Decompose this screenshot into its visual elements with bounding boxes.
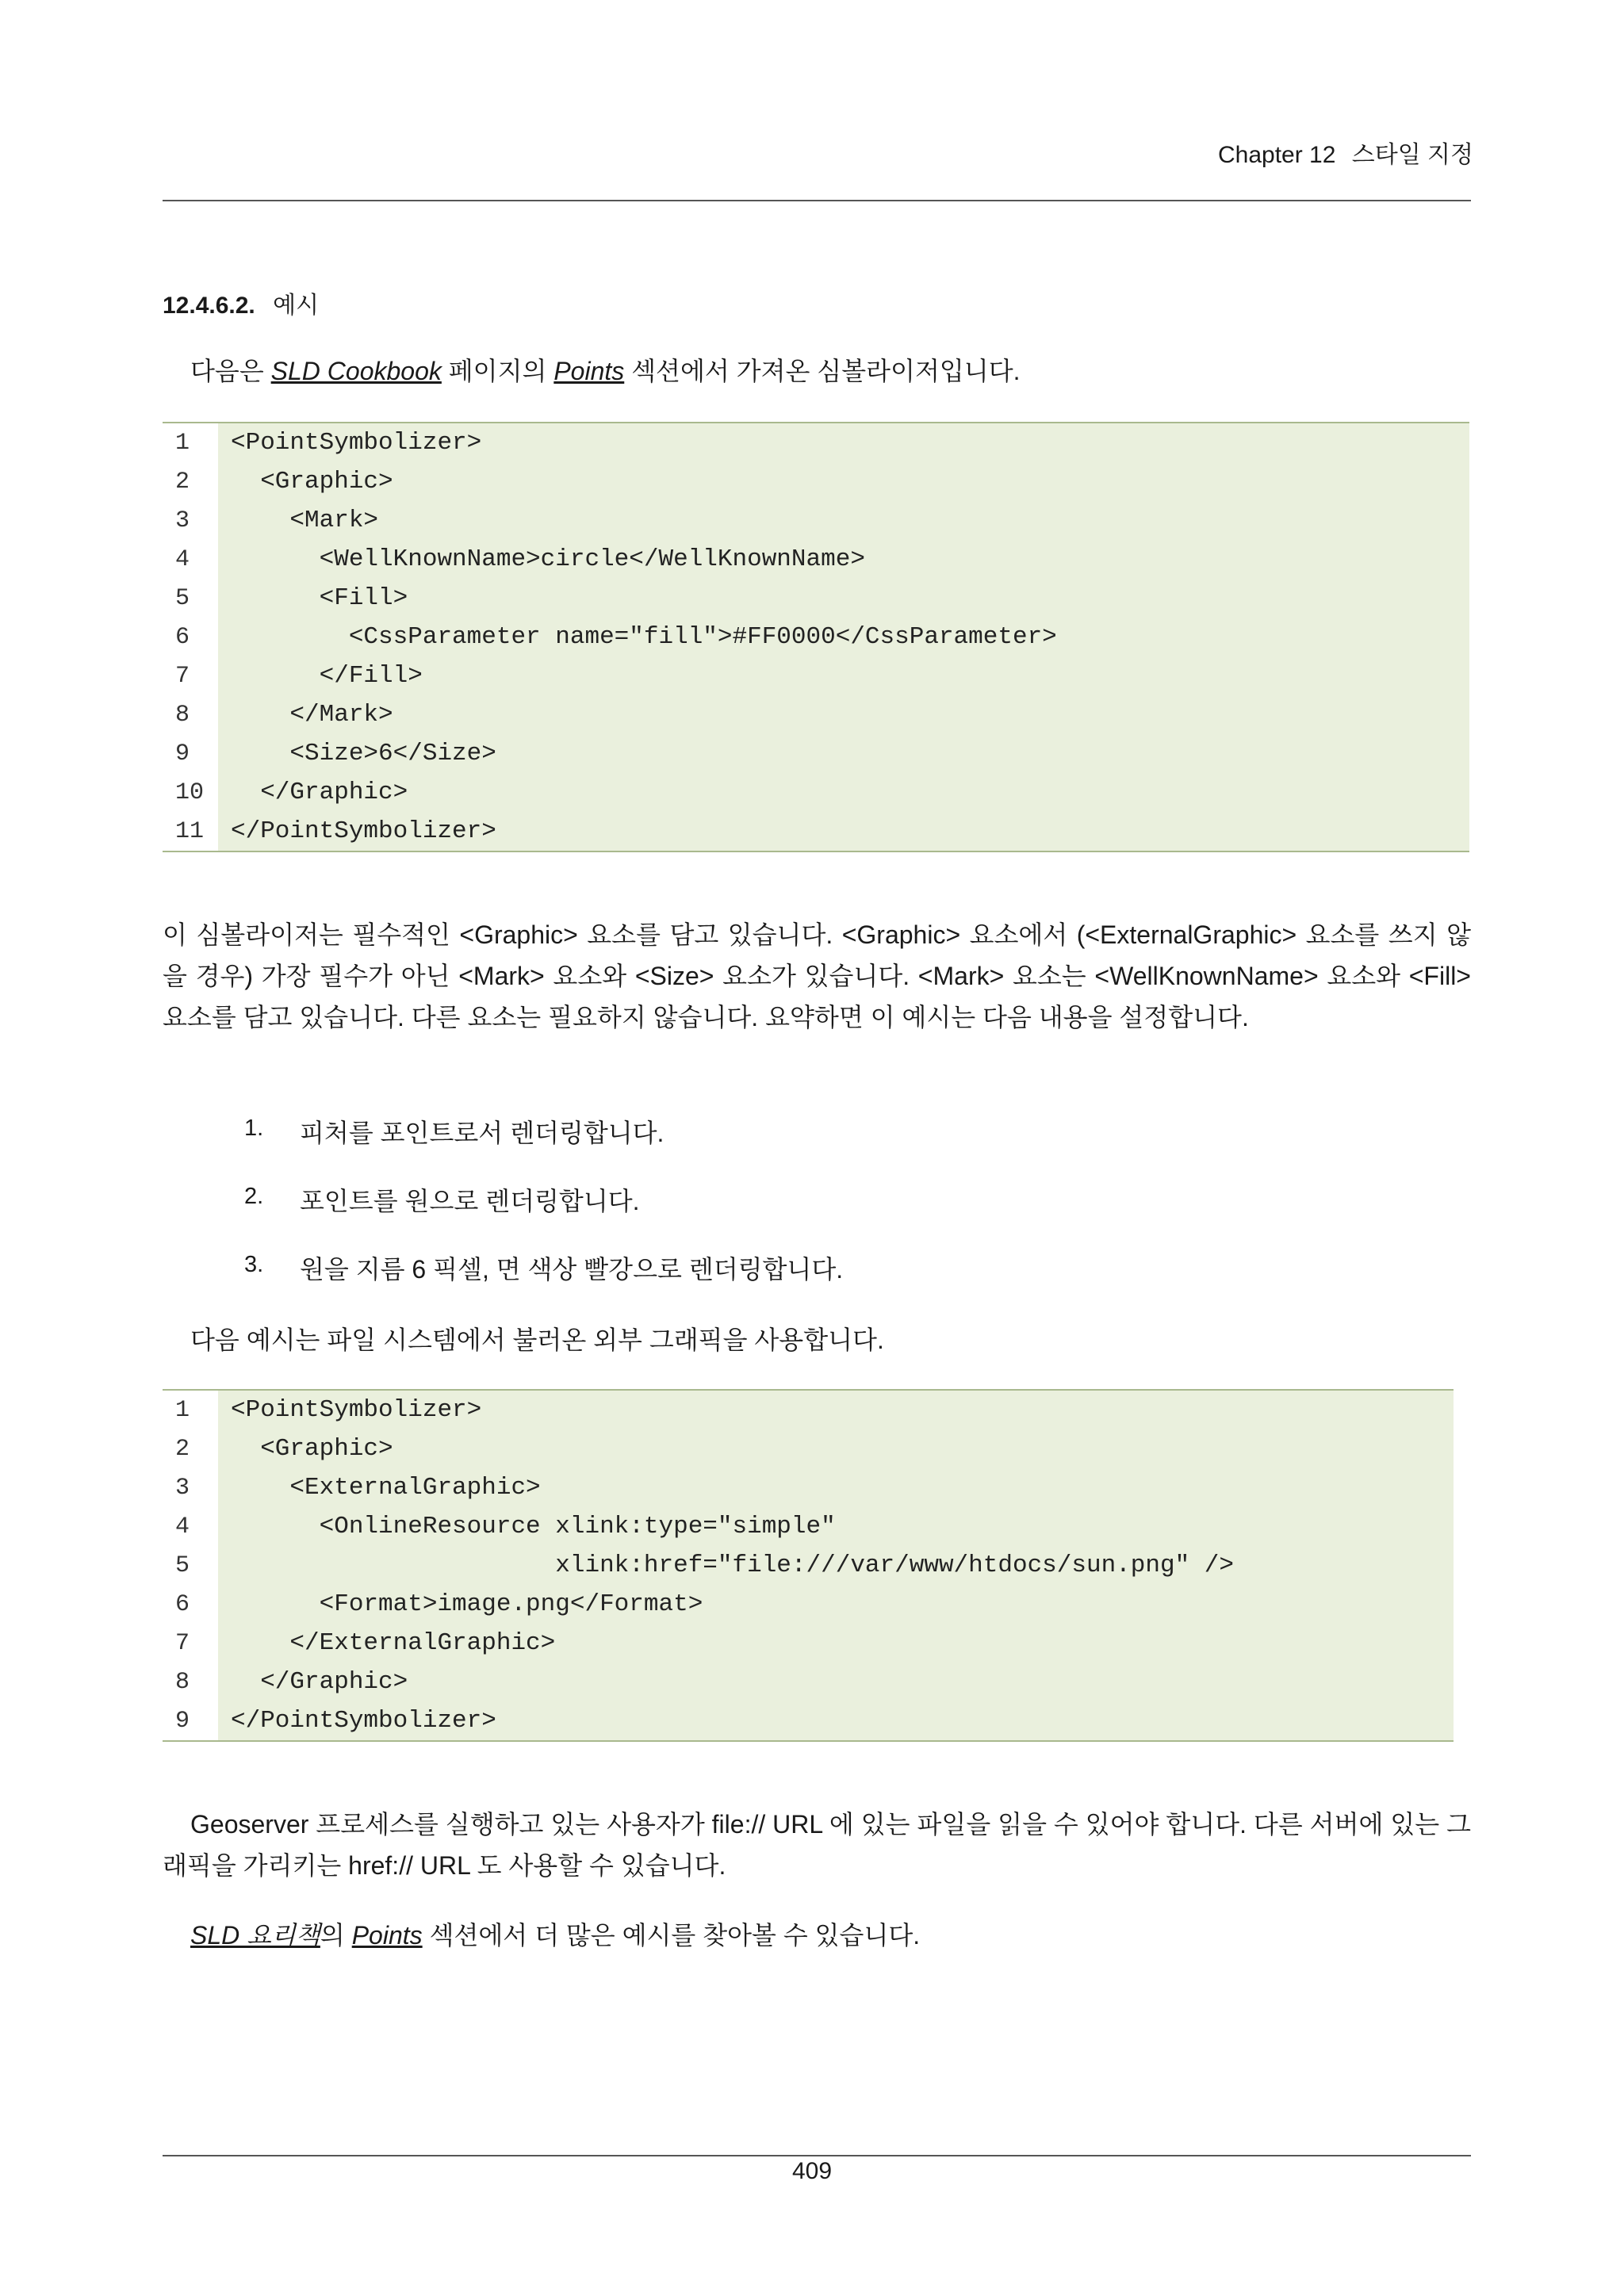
line-number: 7	[175, 662, 190, 690]
header-rule	[163, 200, 1471, 201]
list-text: 원을 지름 6 픽셀, 면 색상 빨강으로 렌더링합니다.	[300, 1255, 844, 1284]
code-line	[163, 1429, 1454, 1468]
code-text: <Fill>	[218, 579, 1469, 618]
intro-paragraph	[190, 350, 1021, 392]
list-item	[244, 1249, 843, 1286]
code-body	[163, 1389, 1454, 1742]
line-number: 6	[175, 1590, 190, 1618]
code-line	[163, 1585, 1454, 1624]
line-number: 4	[175, 1513, 190, 1540]
line-number: 1	[175, 429, 190, 457]
code-text: </Mark>	[218, 695, 1469, 734]
list-item	[244, 1113, 664, 1150]
section-heading	[163, 285, 319, 320]
code-line	[163, 1624, 1454, 1663]
section-number: 12.4.6.2.	[163, 293, 255, 319]
line-number: 7	[175, 1629, 190, 1657]
code-line	[163, 1468, 1454, 1507]
code-line	[163, 1546, 1454, 1585]
line-number: 5	[175, 584, 190, 612]
closing-text-middle: 의	[320, 1921, 352, 1950]
code-line	[163, 501, 1469, 540]
code-text: <PointSymbolizer>	[218, 423, 1469, 462]
code-line	[163, 1663, 1454, 1701]
code-text: <Size>6</Size>	[218, 734, 1469, 773]
code-line	[163, 1391, 1454, 1429]
code-text: </PointSymbolizer>	[218, 812, 1469, 851]
list-marker: 2.	[244, 1184, 264, 1209]
list-marker: 1.	[244, 1115, 264, 1141]
intro-text-after: 섹션에서 가져온 심볼라이저입니다.	[624, 357, 1021, 385]
line-number: 3	[175, 1474, 190, 1502]
list-marker: 3.	[244, 1252, 264, 1277]
intro2-paragraph: 다음 예시는 파일 시스템에서 불러온 외부 그래픽을 사용합니다.	[190, 1326, 884, 1354]
line-number: 3	[175, 507, 190, 534]
code-text: </PointSymbolizer>	[218, 1701, 1454, 1740]
closing-paragraph	[190, 1915, 920, 1956]
header-title: 스타일 지정	[1351, 142, 1473, 168]
code-text: <Graphic>	[218, 462, 1469, 501]
line-number: 6	[175, 623, 190, 651]
code-line	[163, 812, 1469, 851]
code-line	[163, 1701, 1454, 1740]
list-item	[244, 1181, 640, 1218]
page-number: 409	[791, 2158, 833, 2184]
code-text: </Fill>	[218, 656, 1469, 695]
code-line	[163, 734, 1469, 773]
code-text: <WellKnownName>circle</WellKnownName>	[218, 540, 1469, 579]
code-line	[163, 579, 1469, 618]
line-number: 9	[175, 1707, 190, 1735]
code-text: xlink:href="file:///var/www/htdocs/sun.png" />	[218, 1546, 1454, 1585]
line-number: 9	[175, 740, 190, 767]
header-chapter: Chapter 12	[1217, 142, 1336, 168]
code-line	[163, 540, 1469, 579]
code-line	[163, 773, 1469, 812]
line-number: 1	[175, 1396, 190, 1424]
list-text: 포인트를 원으로 렌더링합니다.	[300, 1187, 640, 1215]
code-line	[163, 423, 1469, 462]
code-block-external-graphic	[163, 1389, 1454, 1742]
code-text: <ExternalGraphic>	[218, 1468, 1454, 1507]
line-number: 5	[175, 1552, 190, 1579]
line-number: 10	[175, 779, 205, 806]
running-header	[1218, 135, 1473, 170]
intro-text-middle: 페이지의	[441, 357, 554, 385]
section-title: 예시	[273, 293, 320, 319]
line-number: 8	[175, 701, 190, 729]
line-number: 4	[175, 545, 190, 573]
code-text: <Graphic>	[218, 1429, 1454, 1468]
code-text: <OnlineResource xlink:type="simple"	[218, 1507, 1454, 1546]
code-text: </Graphic>	[218, 773, 1469, 812]
sld-cookbook-link[interactable]: SLD Cookbook	[270, 357, 442, 385]
code-line	[163, 656, 1469, 695]
line-number: 2	[175, 1435, 190, 1463]
code-text: </Graphic>	[218, 1663, 1454, 1701]
code-block-mark	[163, 422, 1469, 852]
code-text: </ExternalGraphic>	[218, 1624, 1454, 1663]
line-number: 11	[175, 817, 205, 845]
list-text: 피처를 포인트로서 렌더링합니다.	[300, 1119, 665, 1147]
code-text: <Mark>	[218, 501, 1469, 540]
footer-rule	[163, 2155, 1471, 2156]
points-link-2[interactable]: Points	[351, 1921, 423, 1950]
code-line	[163, 618, 1469, 656]
code-body	[163, 422, 1469, 852]
code-text: <PointSymbolizer>	[218, 1391, 1454, 1429]
code-text: <Format>image.png</Format>	[218, 1585, 1454, 1624]
code-text: <CssParameter name="fill">#FF0000</CssParameter>	[218, 618, 1469, 656]
sld-recipe-book-link[interactable]: SLD 요리책	[190, 1921, 320, 1950]
closing-text-after: 섹션에서 더 많은 예시를 찾아볼 수 있습니다.	[422, 1921, 921, 1950]
intro-text-before: 다음은	[190, 357, 271, 385]
line-number: 8	[175, 1668, 190, 1696]
code-line	[163, 1507, 1454, 1546]
line-number: 2	[175, 468, 190, 496]
explanation-paragraph: 이 심볼라이저는 필수적인 <Graphic> 요소를 담고 있습니다. <Graphic> 요소에서 (<ExternalGraphic> 요소를 쓰지 않을 경우) 가장 필수가 아닌 <Mark> 요소와 <Size> 요소가 있습니다. <Mark> 요소는 <WellKnownName> 요소와 <Fill> 요소를 담고 있습니다. 다른 요소는 필요하지 않습니다. 요약하면 이 예시는 다음 내용을 설정합니다.	[163, 920, 1471, 1031]
code-line	[163, 695, 1469, 734]
code-line	[163, 462, 1469, 501]
points-link[interactable]: Points	[553, 357, 625, 385]
note-paragraph: Geoserver 프로세스를 실행하고 있는 사용자가 file:// URL 에 있는 파일을 읽을 수 있어야 합니다. 다른 서버에 있는 그래픽을 가리키는 href:// URL 도 사용할 수 있습니다.	[163, 1810, 1471, 1880]
